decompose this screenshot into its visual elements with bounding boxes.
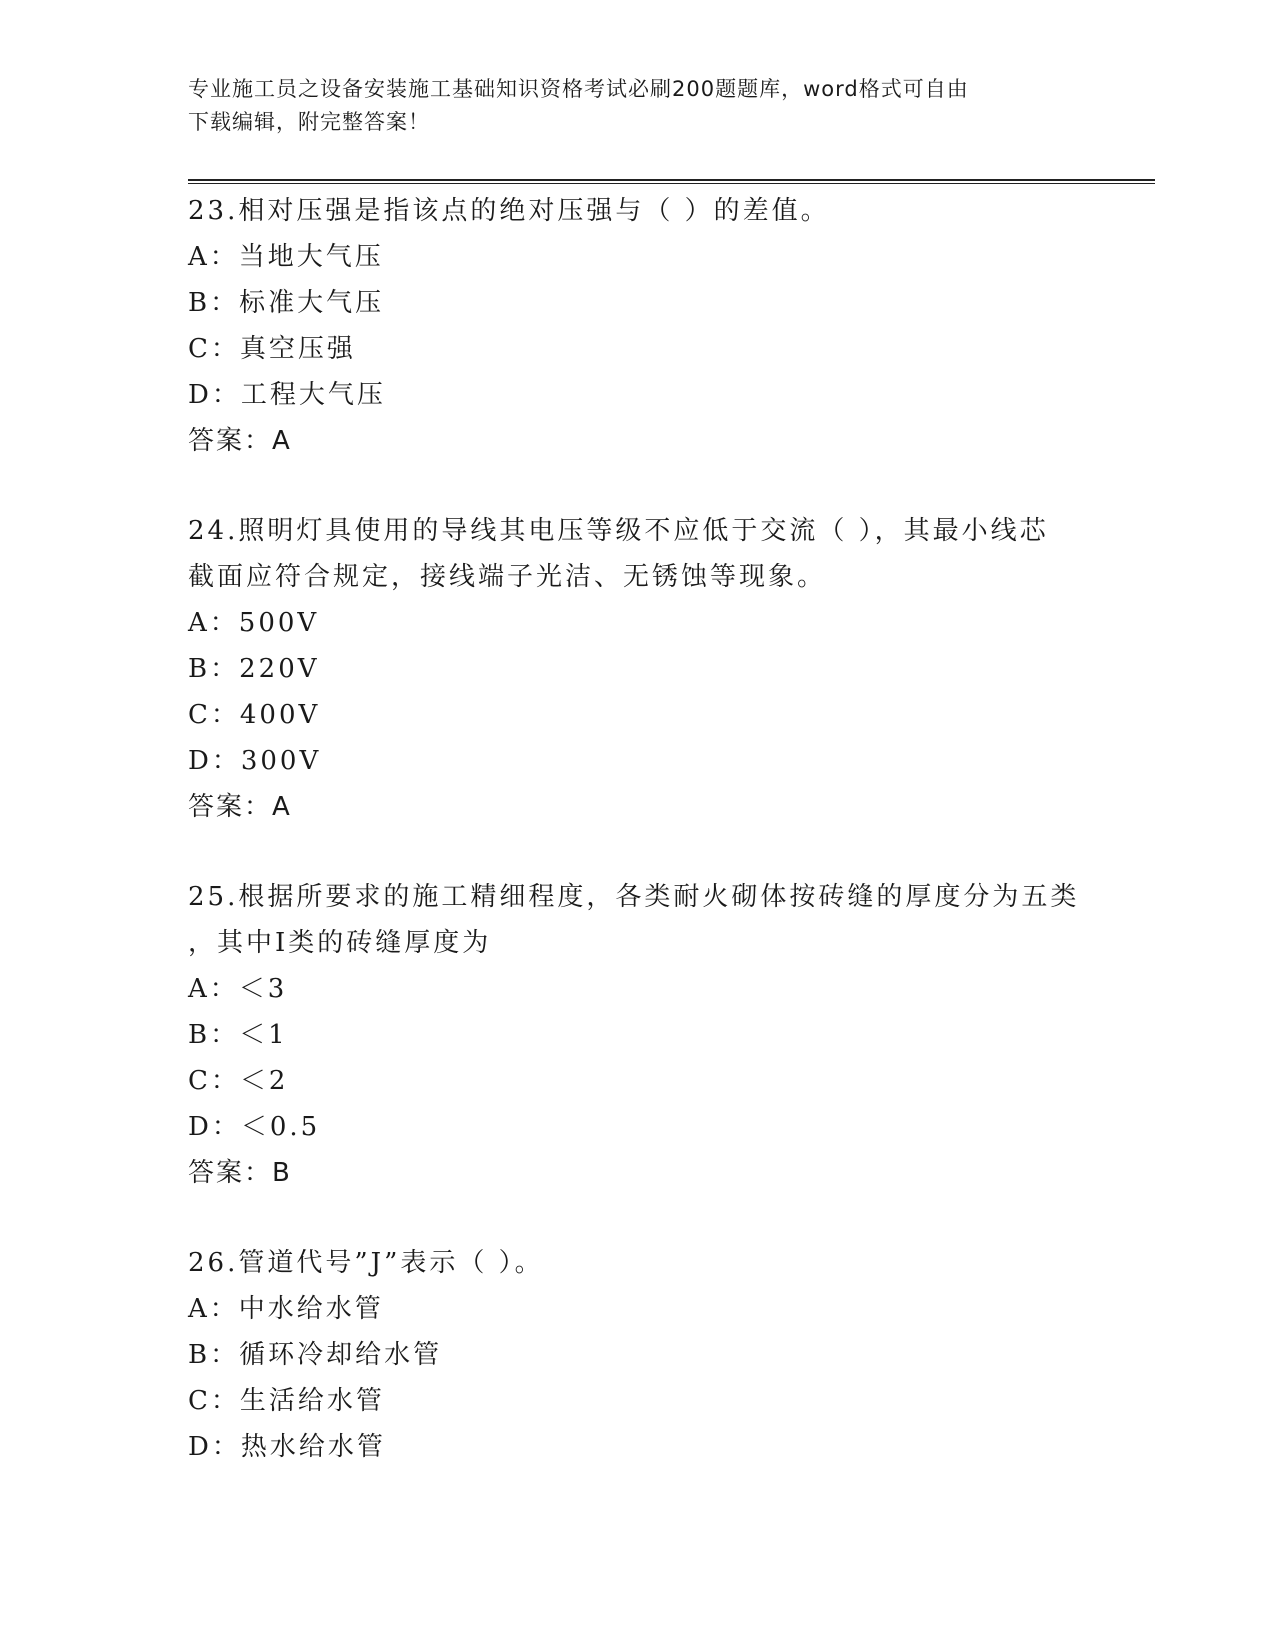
header-line-1: 专业施工员之设备安装施工基础知识资格考试必刷200题题库，word格式可自由 xyxy=(188,77,969,101)
header-line-2: 下载编辑，附完整答案！ xyxy=(188,110,430,134)
question-stem: 26.管道代号”J”表示（ ）。 xyxy=(188,1248,544,1278)
option-a: A：500V xyxy=(188,608,320,638)
question-25 xyxy=(188,874,1088,1196)
question-stem: 23.相对压强是指该点的绝对压强与（ ）的差值。 xyxy=(188,196,830,226)
option-b: B：循环冷却给水管 xyxy=(188,1340,443,1370)
question-stem-line-1: 25.根据所要求的施工精细程度，各类耐火砌体按砖缝的厚度分为五类 xyxy=(188,882,1080,912)
option-d: D：工程大气压 xyxy=(188,380,386,410)
document-header xyxy=(188,73,1088,139)
question-26 xyxy=(188,1240,1088,1470)
option-c: C：＜2 xyxy=(188,1066,289,1096)
option-c: C：真空压强 xyxy=(188,334,356,364)
option-d: D：热水给水管 xyxy=(188,1432,386,1462)
option-b: B：＜1 xyxy=(188,1020,288,1050)
option-a: A：＜3 xyxy=(188,974,288,1004)
header-divider-thin xyxy=(188,183,1155,184)
option-b: B：标准大气压 xyxy=(188,288,385,318)
question-stem-line-2: 截面应符合规定，接线端子光洁、无锈蚀等现象。 xyxy=(188,562,827,592)
option-a: A：当地大气压 xyxy=(188,242,384,272)
option-a: A：中水给水管 xyxy=(188,1294,384,1324)
option-c: C：生活给水管 xyxy=(188,1386,385,1416)
option-d: D：＜0.5 xyxy=(188,1112,321,1142)
question-spacer xyxy=(188,830,1088,874)
option-d: D：300V xyxy=(188,746,322,776)
question-24 xyxy=(188,508,1088,830)
question-spacer xyxy=(188,464,1088,508)
question-stem-line-2: ，其中Ⅰ类的砖缝厚度为 xyxy=(188,928,492,958)
question-spacer xyxy=(188,1196,1088,1240)
option-c: C：400V xyxy=(188,700,321,730)
question-list xyxy=(188,188,1088,1470)
question-23 xyxy=(188,188,1088,464)
header-divider-thick xyxy=(188,179,1155,181)
answer-line: 答案：A xyxy=(188,426,292,456)
answer-line: 答案：A xyxy=(188,792,292,822)
answer-line: 答案：B xyxy=(188,1158,292,1188)
option-b: B：220V xyxy=(188,654,320,684)
question-stem-line-1: 24.照明灯具使用的导线其电压等级不应低于交流（ ），其最小线芯 xyxy=(188,516,1049,546)
